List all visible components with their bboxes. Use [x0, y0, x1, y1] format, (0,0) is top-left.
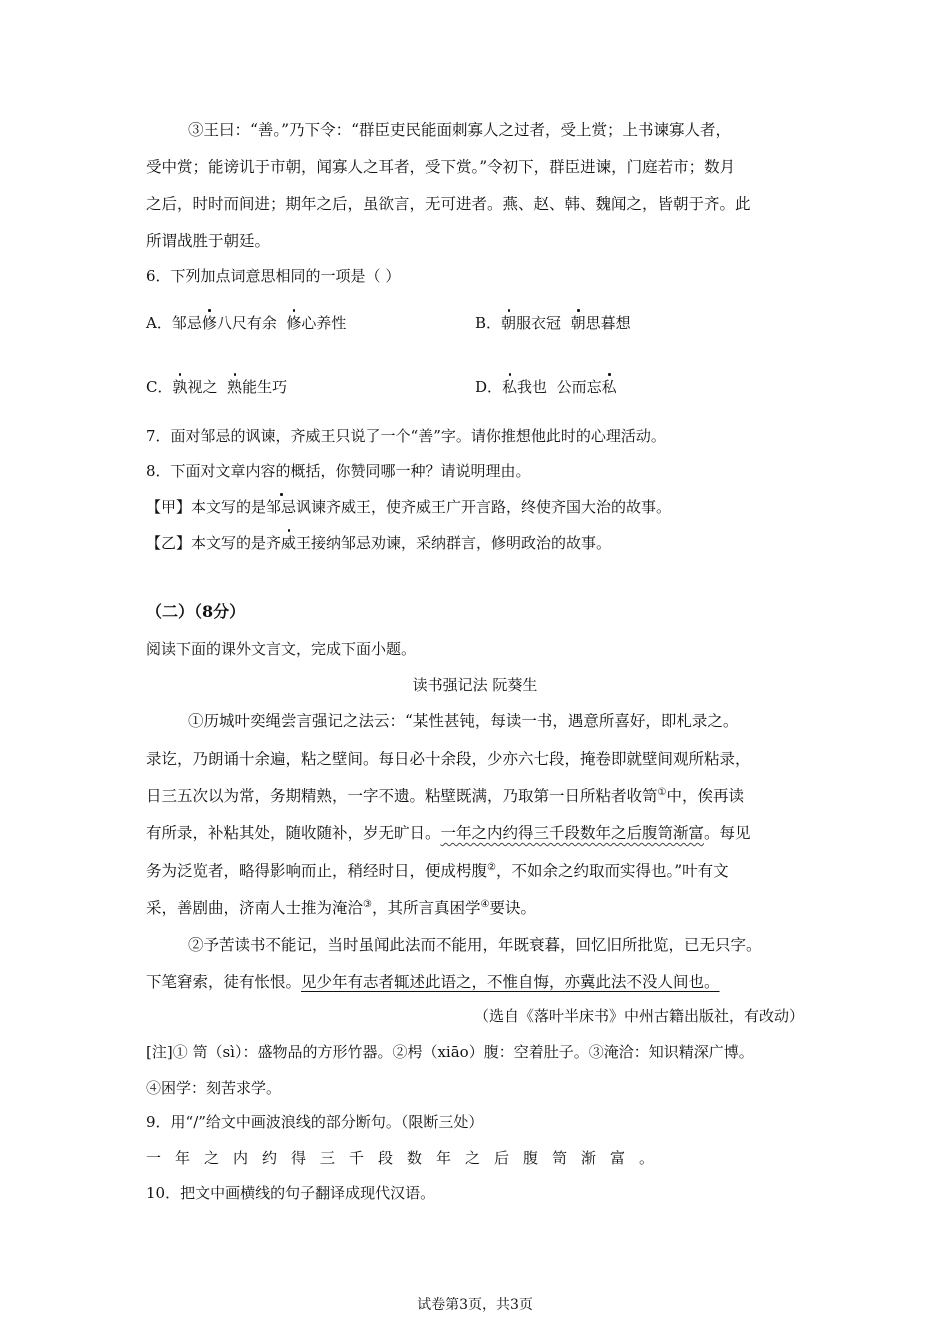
- footnote-mark-4: ④: [480, 898, 490, 910]
- passage2-line6: [146, 898, 536, 918]
- option-yi-text: 接纳邹忌劝谏，采纳群言，修明政治的故事。: [311, 534, 612, 552]
- question-6-option-a[interactable]: [146, 313, 346, 333]
- passage2-line3-tail: 中，俟再读: [666, 787, 744, 805]
- option-d-dotted-word-2: 私: [601, 378, 617, 396]
- option-a-tail: 心养性: [301, 314, 347, 332]
- passage1-line3: 之后，时时而间进；期年之后，虽欲言，无可进者。燕、赵、韩、魏闻之，皆朝于齐。此: [146, 195, 751, 213]
- page-footer: 试卷第3页，共3页: [417, 1297, 533, 1313]
- option-a-label: A．邹忌: [146, 314, 202, 332]
- passage2-line5-text: 务为泛览者，略得影响而止，稍经时日，便成枵腹: [146, 862, 488, 880]
- option-b-dotted-word-2: 朝: [570, 314, 586, 332]
- passage1-line4: 所谓战胜于朝廷。: [146, 232, 271, 250]
- passage2-line3: [146, 786, 744, 806]
- question-6-option-d[interactable]: [475, 377, 617, 397]
- option-c-tail: 能生巧: [242, 378, 288, 396]
- option-yi-prefix: 【乙】本文写的是: [146, 534, 267, 552]
- question-8-option-yi: [146, 533, 611, 553]
- passage2-line4-text: 有所录，补粘其处，随收随补，岁无旷日。: [146, 824, 441, 842]
- passage2-title: 读书强记法 阮葵生: [412, 676, 538, 694]
- option-d-text: 我也 公而忘: [517, 378, 602, 396]
- passage2-line8: [146, 972, 720, 992]
- passage1-line2: 受中赏；能谤讥于市朝，闻寡人之耳者，受下赏。”令初下，群臣进谏，门庭若市；数月: [146, 158, 736, 176]
- wavy-underlined-sentence: 一年之内约得三千段数年之后腹笥渐富: [440, 824, 705, 842]
- passage2-line6-text: 采，善剧曲，济南人士推为淹洽: [146, 899, 364, 917]
- passage2-line2: 录讫，乃朗诵十余遍，粘之壁间。每日必十余段，少亦六七段，掩卷即就壁间观所粘录，: [146, 750, 751, 768]
- footnote-mark-1: ①: [657, 786, 667, 798]
- question-6-stem: 6．下列加点词意思相同的一项是（ ）: [146, 267, 401, 285]
- option-b-dotted-word-1: 朝: [501, 314, 517, 332]
- underlined-sentence: 见少年有志者辄述此语之，不惟自悔，亦冀此法不没人间也。: [301, 973, 720, 991]
- passage2-line7: ②予苦读书不能记，当时虽闻此法而不能用，年既衰暮，回忆旧所批览，已无只字。: [188, 936, 762, 954]
- passage1-line1: ③王曰：“善。”乃下令：“群臣吏民能面刺寡人之过者，受上赏；上书谏寡人者，: [188, 121, 732, 139]
- question-9-stem: 9．用“/”给文中画波浪线的部分断句。（限断三处）: [146, 1113, 484, 1131]
- notes-line2: ④困学：刻苦求学。: [146, 1079, 282, 1097]
- option-b-text: 服衣冠: [516, 314, 571, 332]
- option-a-dotted-word-2: 修: [286, 314, 302, 332]
- passage2-source: （选自《落叶半床书》中州古籍出版社，有改动）: [473, 1007, 804, 1025]
- option-a-dotted-word-1: 修: [201, 314, 217, 332]
- notes-line1: [注]① 笥（sì）：盛物品的方形竹器。②枵（xiāo）腹：空着肚子。③淹洽：知识精深广博。: [146, 1043, 754, 1061]
- option-d-label: D．: [475, 378, 503, 396]
- question-6-option-c[interactable]: [146, 377, 287, 397]
- passage2-line4: [146, 823, 751, 843]
- passage2-line3-text: 日三五次以为常，务期精熟，一字不遗。粘壁既满，乃取第一日所粘者收笥: [146, 787, 658, 805]
- passage2-line6-mid: ，其所言真困学: [371, 899, 481, 917]
- footnote-mark-2: ②: [487, 861, 496, 873]
- option-b-tail: 思暮想: [585, 314, 631, 332]
- question-7: 7．面对邹忌的讽谏，齐威王只说了一个“善”字。请你推想他此时的心理活动。: [146, 427, 666, 445]
- passage2-line8-text: 下笔窘索，徒有怅恨。: [146, 973, 302, 991]
- question-8-stem: 8．下面对文章内容的概括，你赞同哪一种？请说明理由。: [146, 462, 531, 480]
- question-6-option-b[interactable]: [475, 313, 631, 333]
- section-2-intro: 阅读下面的课外文言文，完成下面小题。: [146, 640, 417, 658]
- option-jia-dotted-word: 邹忌: [266, 498, 297, 516]
- option-d-dotted-word-1: 私: [502, 378, 518, 396]
- option-jia-prefix: 【甲】本文写的是: [146, 498, 267, 516]
- footnote-mark-3: ③: [363, 898, 372, 910]
- option-c-label: C．: [146, 378, 173, 396]
- passage2-line4-tail: 。每见: [704, 824, 751, 842]
- option-a-text: 八尺有余: [216, 314, 287, 332]
- passage2-line6-tail: 要诀。: [489, 899, 536, 917]
- option-jia-text: 讽谏齐威王，使齐威王广开言路，终使齐国大治的故事。: [296, 498, 672, 516]
- question-9-sentence: 一年之内约得三千段数年之后腹笥渐富。: [146, 1149, 669, 1167]
- passage2-line5: [146, 861, 729, 881]
- option-yi-dotted-word: 齐威王: [266, 534, 312, 552]
- passage2-line1: ①历城叶奕绳尝言强记之法云：“某性甚钝，每读一书，遇意所喜好，即札录之。: [188, 712, 739, 730]
- section-2-heading: （二）（8分）: [146, 602, 246, 621]
- question-8-option-jia: [146, 497, 671, 517]
- option-c-text: 视之: [187, 378, 228, 396]
- passage2-line5-tail: ，不如余之约取而实得也。”叶有文: [495, 862, 729, 880]
- option-c-dotted-word-1: 孰: [172, 378, 188, 396]
- option-c-dotted-word-2: 熟: [227, 378, 243, 396]
- option-b-label: B．: [475, 314, 502, 332]
- question-10: 10．把文中画横线的句子翻译成现代汉语。: [146, 1184, 436, 1202]
